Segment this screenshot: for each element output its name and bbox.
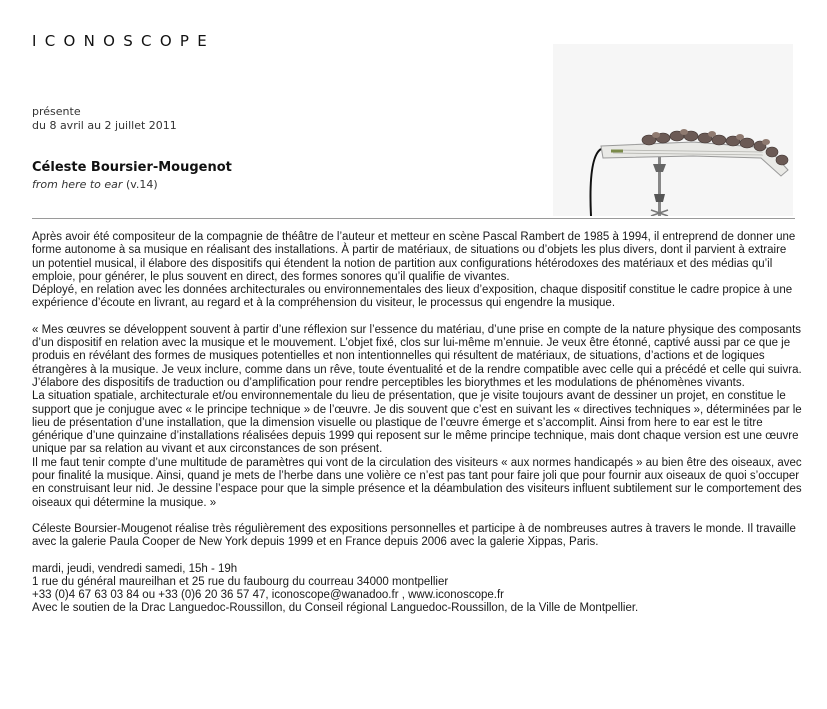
address: 1 rue du général maureilhan et 25 rue du faubourg du courreau 34000 montpellier: [32, 575, 449, 588]
opening-hours: mardi, jeudi, vendredi samedi, 15h - 19h: [32, 562, 238, 575]
work-version: (v.14): [125, 178, 158, 191]
contact-line: +33 (0)4 67 63 03 84 ou +33 (0)6 20 36 57 47, iconoscope@wanadoo.fr , www.iconoscope.fr: [32, 589, 504, 602]
quote-paragraph-3: Il me faut tenir compte d’une multitude de paramètres qui vont de la circulation des visiteurs « aux normes handicapés » au bien être des oiseaux, avec pour finalité la musique. Ainsi, quand je mets de l’herbe dans une volière ce n’est pas tant pour faire joli que pour fournir aux oiseaux de quoi s’occuper en construisant leur nid. Je dessine l’espace pour que la simple présence et la déambulation des visiteurs influent subtilement sur le comportement des oiseaux qui détermine la musique. »: [32, 456, 802, 509]
quote-paragraph-2: La situation spatiale, architecturale et/ou environnementale du lieu de présentation, que je visite toujours avant de dessiner un projet, en constitue le support que je conjugue avec « le principe technique » de l’œuvre. Je dis souvent que c’est en suivant les « directives techniques », déterminées par le lieu de présentation d’une installation, que la dimension visuelle ou plastique de l’œuvre émerge et s’accomplit. Ainsi from here to ear est le titre générique d’une quinzaine d’installations réalisées depuis 1999 qui reposent sur le même principe technique, mais dont chaque version est une œuvre unique par sa relation au vivant et aux circonstances de son présent.: [32, 390, 802, 456]
work-title: from here to ear: [32, 178, 123, 191]
work-title-line: [32, 178, 158, 191]
logo: ICONOSCOPE: [32, 32, 216, 50]
artwork-photo: [553, 44, 793, 216]
exhibition-dates: du 8 avril au 2 juillet 2011: [32, 119, 177, 132]
artist-name: Céleste Boursier-Mougenot: [32, 160, 232, 175]
divider: [32, 218, 795, 219]
guitar-birds-image: [553, 44, 793, 216]
bio-paragraph: Céleste Boursier-Mougenot réalise très régulièrement des expositions personnelles et participe à de nombreuses autres à travers le monde. Il travaille avec la galerie Paula Cooper de New York depuis 1999 et en France depuis 2006 avec la galerie Xippas, Paris.: [32, 522, 796, 549]
body-text: [32, 231, 802, 616]
presents-label: présente: [32, 105, 81, 118]
intro-paragraph-1: Après avoir été compositeur de la compagnie de théâtre de l’auteur et metteur en scène Pascal Rambert de 1985 à 1994, il entreprend de donner une forme autonome à sa musique en réalisant des installations. À partir de matériaux, de situations ou d’objets les plus divers, dont il parvient à extraire un potentiel musical, il élabore des dispositifs qui étendent la notion de partition aux configurations hétérodoxes des matériaux et des médias qu’il emploie, pour générer, le plus souvent en direct, des formes sonores qu’il qualifie de vivantes.: [32, 231, 796, 283]
support-line: Avec le soutien de la Drac Languedoc-Roussillon, du Conseil régional Languedoc-Roussillon, de la Ville de Montpellier.: [32, 602, 639, 615]
intro-paragraph-2: Déployé, en relation avec les données architecturales ou environnementales des lieux d’exposition, chaque dispositif constitue le cadre propice à une expérience d’écoute en livrant, au regard et à la compréhension du visiteur, le processus qui engendre la musique.: [32, 284, 793, 310]
presentation-block: [32, 105, 177, 133]
quote-paragraph-1: « Mes œuvres se développent souvent à partir d’une réflexion sur l’essence du matériau, d’une prise en compte de la nature physique des composants d’un dispositif en relation avec la musique et le mouvement. L’objet fixé, clos sur lui-même m’ennuie. Je veux être étonné, captivé aussi par ce que je produis en révélant des formes de musiques potentielles et non intentionnelles qui résultent de matériaux, de situations, d’actions et de logiques étrangères à la musique. Je veux inclure, comme dans un rêve, toute éventualité et de la rendre compatible avec celle qui a précédé et celle qui suivra. J’élabore des dispositifs de traduction ou d’amplification pour rendre perceptibles les biorythmes et les modulations de phénomènes vivants.: [32, 323, 802, 389]
